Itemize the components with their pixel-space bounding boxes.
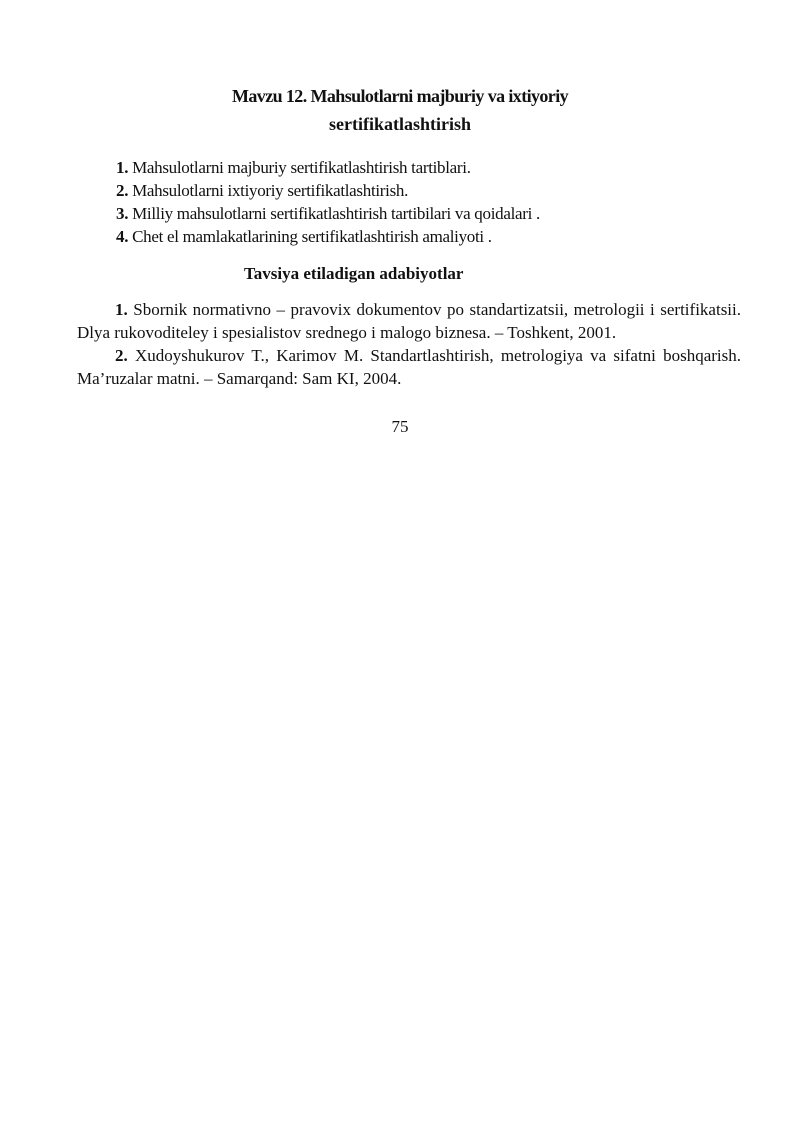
topic-list bbox=[116, 156, 756, 248]
topic-title: Mavzu 12. Mahsulotlarni majburiy va ixtiyoriy bbox=[232, 86, 568, 106]
topic-item bbox=[116, 179, 756, 202]
reference-number: 2. bbox=[115, 346, 128, 365]
topic-item bbox=[116, 202, 756, 225]
topic-item bbox=[116, 156, 756, 179]
reference-text: Xudoyshukurov T., Karimov M. Standartlashtirish, metrologiya va sifatni boshqarish. Ma’ruzalar matni. – Samarqand: Sam KI, 2004. bbox=[77, 346, 741, 388]
topic-number: 2. bbox=[116, 181, 129, 200]
topic-item bbox=[116, 225, 756, 248]
reference-text: Sbornik normativno – pravovix dokumentov po standartizatsii, metrologii i sertifikatsii. Dlya rukovoditeley i spesialistov srednego i malogo biznesa. – Toshkent, 2001. bbox=[77, 300, 741, 342]
references-list bbox=[77, 298, 741, 390]
topic-number: 3. bbox=[116, 204, 129, 223]
topic-title-continued: sertifikatlashtirish bbox=[329, 114, 471, 134]
reference-item bbox=[77, 298, 741, 344]
topic-number: 4. bbox=[116, 227, 129, 246]
references-heading: Tavsiya etiladigan adabiyotlar bbox=[244, 264, 464, 283]
topic-text: Milliy mahsulotlarni sertifikatlashtirish tartibilari va qoidalari . bbox=[128, 204, 540, 223]
topic-text: Mahsulotlarni ixtiyoriy sertifikatlashtirish. bbox=[128, 181, 409, 200]
topic-number: 1. bbox=[116, 158, 129, 177]
topic-text: Chet el mamlakatlarining sertifikatlashtirish amaliyoti . bbox=[128, 227, 492, 246]
page-number: 75 bbox=[391, 417, 409, 436]
reference-number: 1. bbox=[115, 300, 128, 319]
topic-text: Mahsulotlarni majburiy sertifikatlashtirish tartiblari. bbox=[128, 158, 471, 177]
reference-item bbox=[77, 344, 741, 390]
